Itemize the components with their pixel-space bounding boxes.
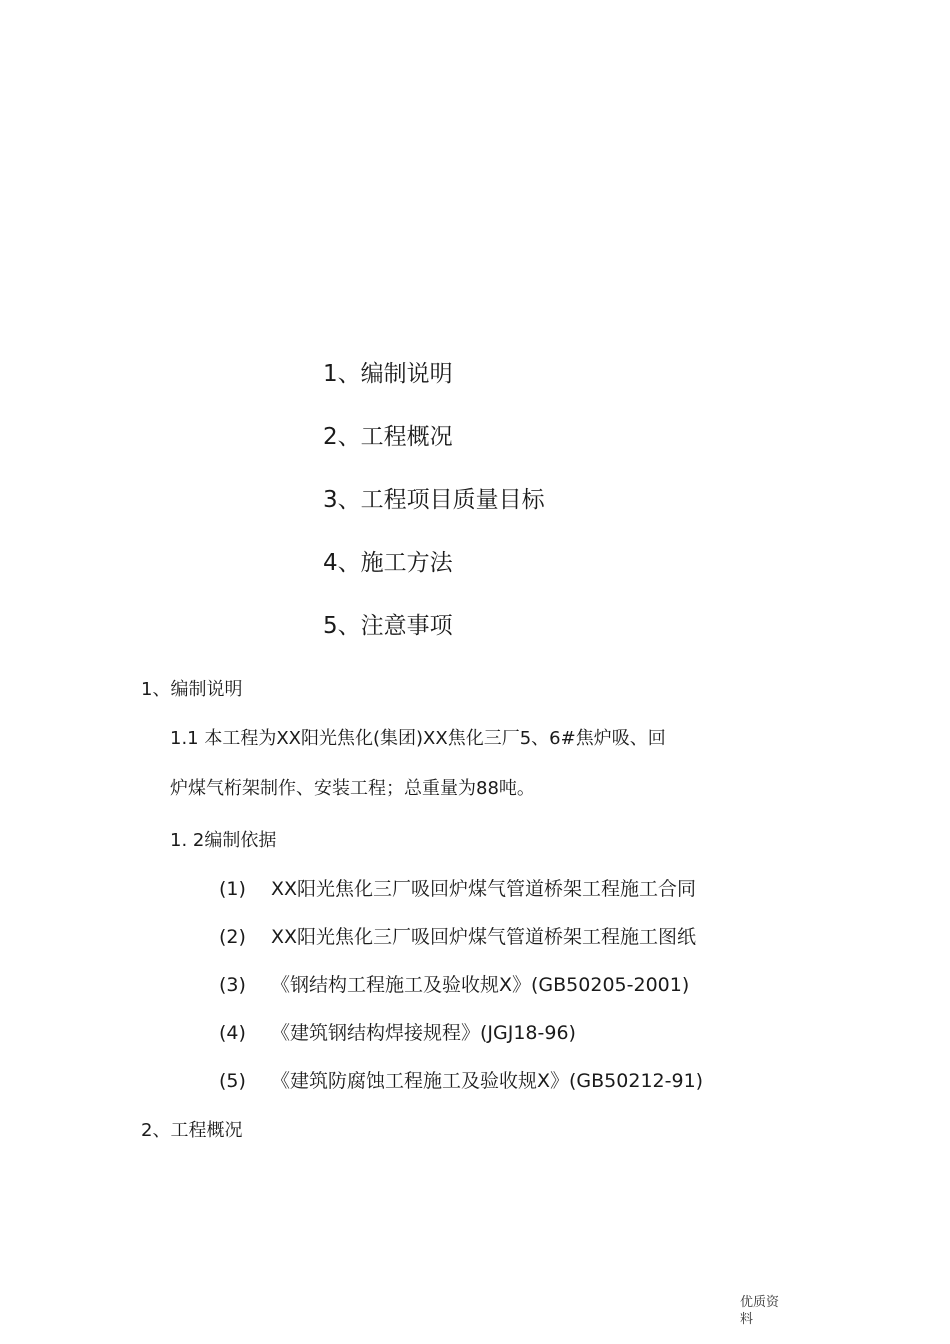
paragraph-1-1-line-1: 1.1 本工程为XX阳光焦化(集团)XX焦化三厂5、6#焦炉吸、回 [170,728,666,749]
toc-item: 2、工程概况 [323,424,453,450]
reference-text: XX阳光焦化三厂吸回炉煤气管道桥架工程施工图纸 [271,926,697,948]
subsection-heading-1-2: 1. 2编制依据 [170,830,277,851]
reference-number: (3) [219,974,246,996]
reference-number: (4) [219,1022,246,1044]
toc-item: 5、注意事项 [323,613,453,639]
section-heading-2: 2、工程概况 [141,1120,243,1141]
footer-label: 优质资料 [740,1295,780,1327]
reference-number: (2) [219,926,246,948]
toc-item: 3、工程项目质量目标 [323,487,545,513]
reference-text: 《建筑钢结构焊接规程》(JGJ18-96) [271,1022,576,1044]
reference-text: XX阳光焦化三厂吸回炉煤气管道桥架工程施工合同 [271,878,697,900]
toc-item: 1、编制说明 [323,361,453,387]
toc-item: 4、施工方法 [323,550,453,576]
reference-number: (1) [219,878,246,900]
section-heading-1: 1、编制说明 [141,679,243,700]
reference-number: (5) [219,1070,246,1092]
paragraph-1-1-line-2: 炉煤气桁架制作、安装工程；总重量为88吨。 [170,778,535,799]
reference-text: 《钢结构工程施工及验收规X》(GB50205-2001) [271,974,690,996]
reference-text: 《建筑防腐蚀工程施工及验收规X》(GB50212-91) [271,1070,704,1092]
table-of-contents [323,360,545,675]
